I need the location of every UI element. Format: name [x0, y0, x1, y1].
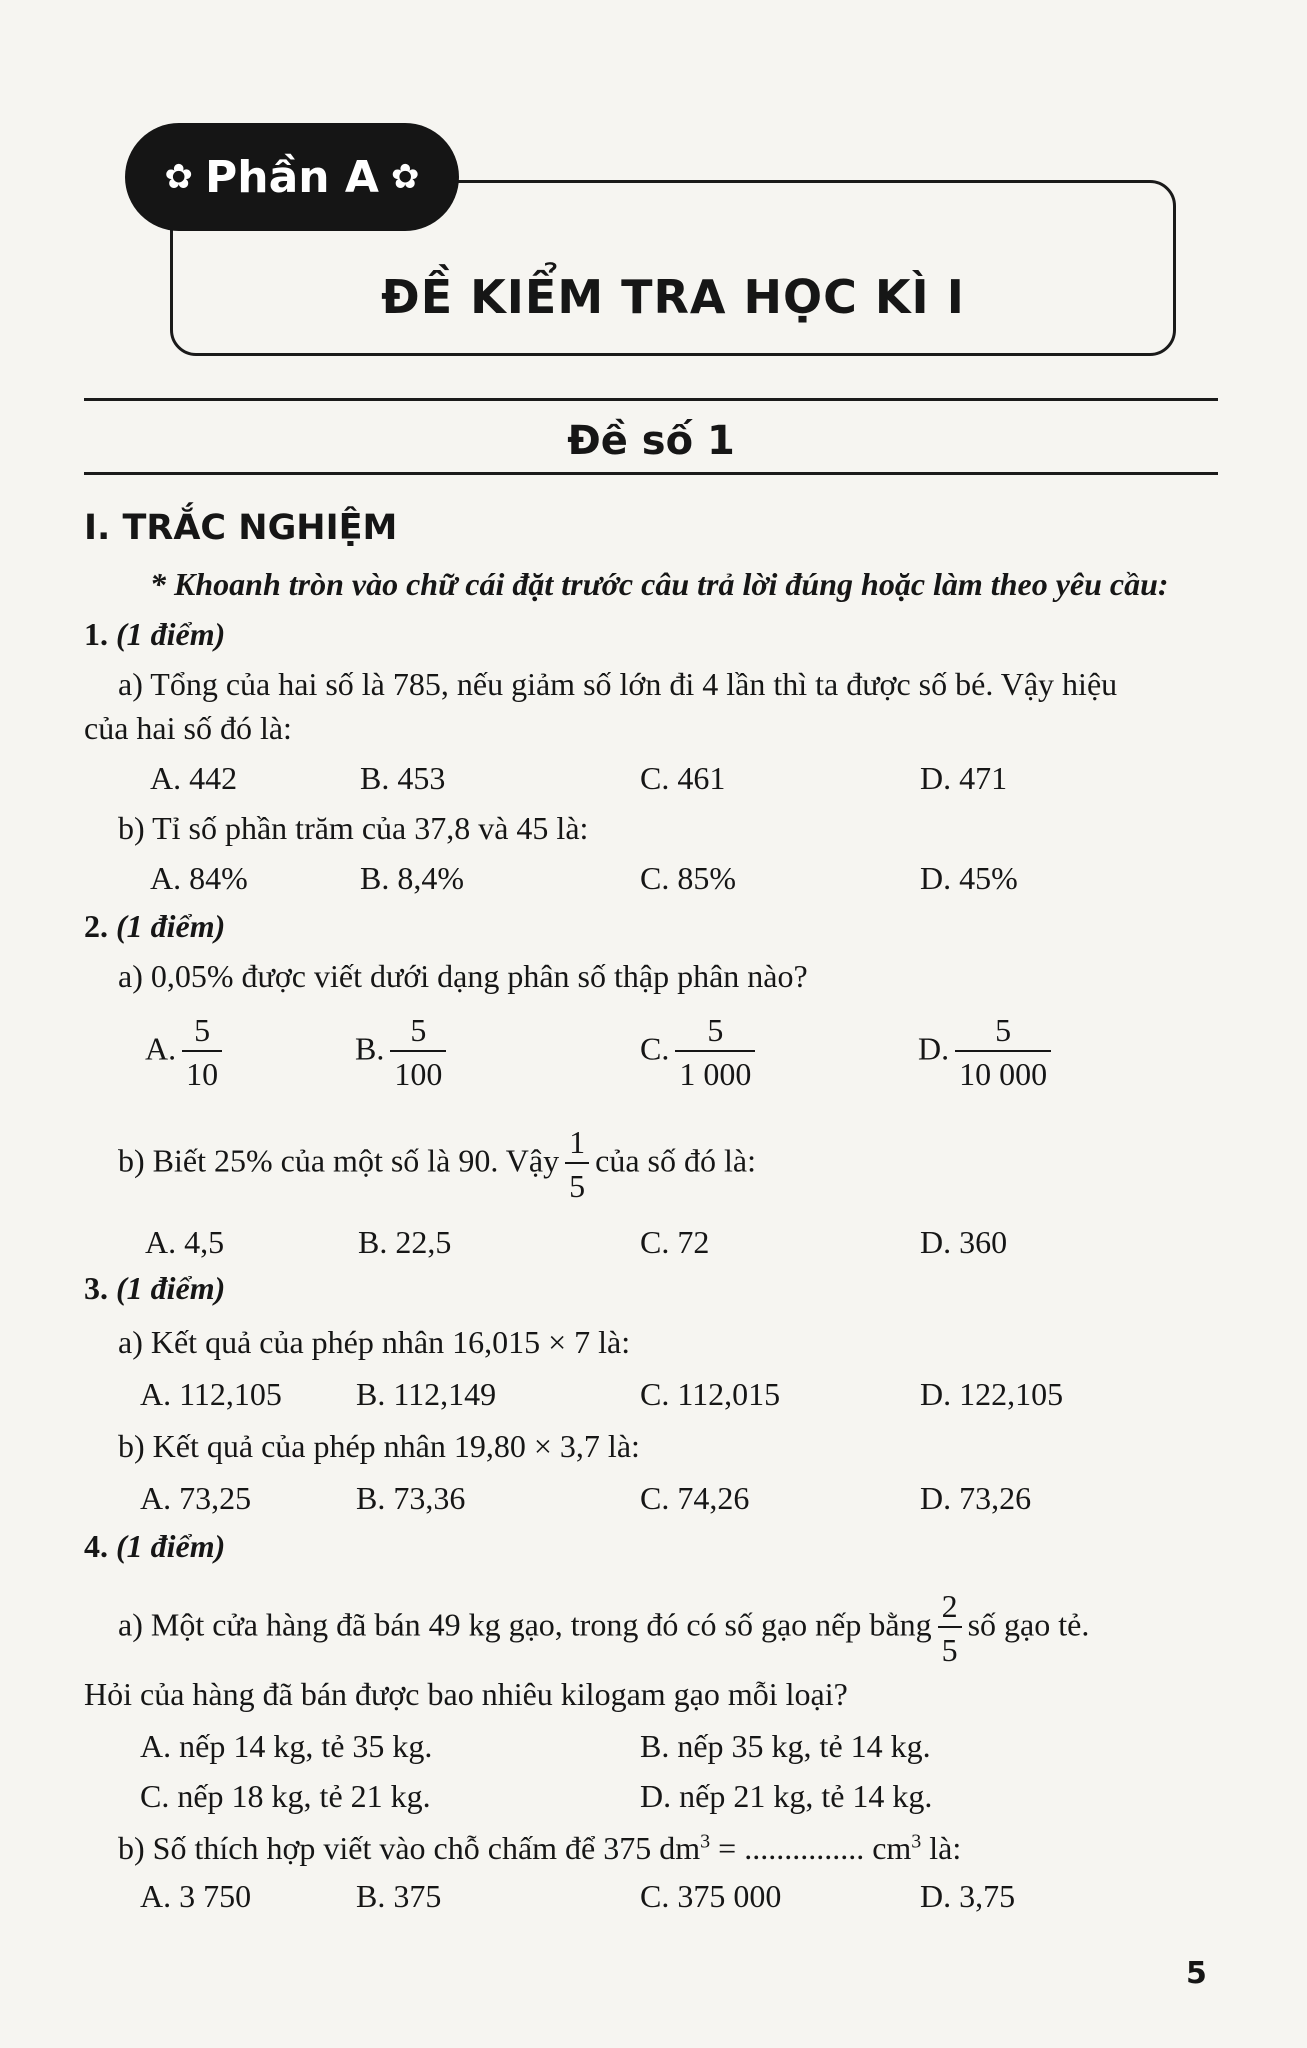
answer-option[interactable]: D. nếp 21 kg, tẻ 14 kg. — [640, 1778, 933, 1814]
part-label-tab — [125, 123, 459, 231]
fraction-denominator: 10 000 — [955, 1050, 1051, 1094]
answer-option[interactable]: A. 442 — [150, 760, 238, 796]
test-title: Đề số 1 — [567, 418, 735, 464]
answer-option[interactable]: D. 45% — [920, 860, 1018, 896]
answer-option-fraction[interactable] — [640, 1010, 761, 1094]
question-number: 3. — [84, 1270, 108, 1306]
question-1-header — [84, 614, 225, 654]
answer-option[interactable]: B. 8,4% — [360, 860, 464, 896]
answer-option[interactable]: A. 73,25 — [140, 1480, 252, 1516]
fraction-numerator: 5 — [707, 1012, 724, 1048]
fraction-numerator: 5 — [194, 1012, 211, 1048]
text-segment: là: — [921, 1830, 962, 1866]
question-points: (1 điểm) — [116, 1528, 226, 1564]
fraction — [565, 1122, 589, 1206]
exam-title: ĐỀ KIỂM TRA HỌC KÌ I — [381, 270, 965, 324]
text-segment: b) Biết 25% của một số là 90. Vậy — [118, 1142, 560, 1179]
answer-option[interactable]: B. 22,5 — [358, 1224, 452, 1260]
question-2-header — [84, 906, 225, 946]
part-label: Phần A — [205, 151, 379, 203]
answer-option[interactable]: C. 74,26 — [640, 1480, 750, 1516]
text-segment: b) Số thích hợp viết vào chỗ chấm để 375 dm — [118, 1830, 701, 1866]
option-letter: C. — [640, 1030, 670, 1067]
text-segment: = ............... cm — [710, 1830, 912, 1866]
answer-option[interactable]: B. 112,149 — [356, 1376, 497, 1412]
fraction-numerator: 1 — [569, 1124, 586, 1160]
answer-option[interactable]: C. 112,015 — [640, 1376, 781, 1412]
question-points: (1 điểm) — [116, 616, 226, 652]
question-3-header — [84, 1268, 225, 1308]
flower-icon: ✿ — [164, 157, 194, 197]
fraction-denominator: 5 — [938, 1626, 962, 1670]
question-4a-text — [118, 1586, 1089, 1670]
fraction-denominator: 1 000 — [675, 1050, 755, 1094]
answer-option[interactable]: A. 3 750 — [140, 1878, 252, 1914]
question-number: 4. — [84, 1528, 108, 1564]
answer-option[interactable]: C. 85% — [640, 860, 736, 896]
fraction — [390, 1010, 446, 1094]
answer-option[interactable]: B. 453 — [360, 760, 446, 796]
flower-icon: ✿ — [390, 157, 420, 197]
answer-option[interactable]: D. 360 — [920, 1224, 1008, 1260]
answer-option[interactable]: C. 72 — [640, 1224, 710, 1260]
question-3a-text: a) Kết quả của phép nhân 16,015 × 7 là: — [118, 1324, 631, 1360]
instruction: * Khoanh tròn vào chữ cái đặt trước câu trả lời đúng hoặc làm theo yêu cầu: — [150, 566, 1169, 602]
question-points: (1 điểm) — [116, 908, 226, 944]
section-title: I. TRẮC NGHIỆM — [84, 508, 398, 548]
answer-option[interactable]: D. 73,26 — [920, 1480, 1032, 1516]
superscript: 3 — [911, 1830, 922, 1853]
fraction-denominator: 10 — [182, 1050, 222, 1094]
fraction-numerator: 2 — [941, 1588, 958, 1624]
fraction-numerator: 5 — [410, 1012, 427, 1048]
text-segment: a) Một cửa hàng đã bán 49 kg gạo, trong đó có số gạo nếp bằng — [118, 1606, 932, 1643]
superscript: 3 — [700, 1830, 711, 1853]
fraction — [675, 1010, 755, 1094]
question-4a-text-cont: Hỏi của hàng đã bán được bao nhiêu kilogam gạo mỗi loại? — [84, 1676, 848, 1712]
page-number: 5 — [1186, 1956, 1207, 1991]
answer-option[interactable]: A. nếp 14 kg, tẻ 35 kg. — [140, 1728, 433, 1764]
text-segment: số gạo tẻ. — [967, 1606, 1090, 1643]
answer-option[interactable]: C. nếp 18 kg, tẻ 21 kg. — [140, 1778, 431, 1814]
question-number: 2. — [84, 908, 108, 944]
answer-option[interactable]: D. 471 — [920, 760, 1008, 796]
divider — [84, 398, 1218, 401]
question-points: (1 điểm) — [116, 1270, 226, 1306]
question-number: 1. — [84, 616, 108, 652]
answer-option-fraction[interactable] — [355, 1010, 452, 1094]
answer-option[interactable]: C. 461 — [640, 760, 726, 796]
answer-option-fraction[interactable] — [145, 1010, 228, 1094]
answer-option[interactable]: C. 375 000 — [640, 1878, 782, 1914]
option-letter: D. — [918, 1030, 950, 1067]
option-letter: B. — [355, 1030, 385, 1067]
question-2a-text: a) 0,05% được viết dưới dạng phân số thập phân nào? — [118, 958, 808, 994]
divider — [84, 472, 1218, 475]
question-4-header — [84, 1526, 225, 1566]
question-1b-text: b) Tỉ số phần trăm của 37,8 và 45 là: — [118, 810, 589, 846]
answer-option[interactable]: B. nếp 35 kg, tẻ 14 kg. — [640, 1728, 931, 1764]
text-segment: của số đó là: — [595, 1142, 756, 1179]
fraction-numerator: 5 — [995, 1012, 1012, 1048]
answer-option[interactable]: A. 112,105 — [140, 1376, 282, 1412]
option-letter: A. — [145, 1030, 177, 1067]
answer-option[interactable]: A. 84% — [150, 860, 248, 896]
fraction — [182, 1010, 222, 1094]
question-1a-text-cont: của hai số đó là: — [84, 710, 292, 746]
question-2b-text — [118, 1122, 756, 1206]
fraction-denominator: 5 — [565, 1162, 589, 1206]
question-1a-text: a) Tổng của hai số là 785, nếu giảm số lớn đi 4 lần thì ta được số bé. Vậy hiệu — [118, 666, 1118, 702]
answer-option[interactable]: B. 375 — [356, 1878, 442, 1914]
question-4b-text — [118, 1828, 961, 1868]
fraction — [955, 1010, 1051, 1094]
answer-option[interactable]: D. 3,75 — [920, 1878, 1016, 1914]
answer-option[interactable]: B. 73,36 — [356, 1480, 466, 1516]
answer-option-fraction[interactable] — [918, 1010, 1057, 1094]
fraction-denominator: 100 — [390, 1050, 446, 1094]
question-3b-text: b) Kết quả của phép nhân 19,80 × 3,7 là: — [118, 1428, 640, 1464]
fraction — [938, 1586, 962, 1670]
answer-option[interactable]: D. 122,105 — [920, 1376, 1064, 1412]
answer-option[interactable]: A. 4,5 — [145, 1224, 225, 1260]
